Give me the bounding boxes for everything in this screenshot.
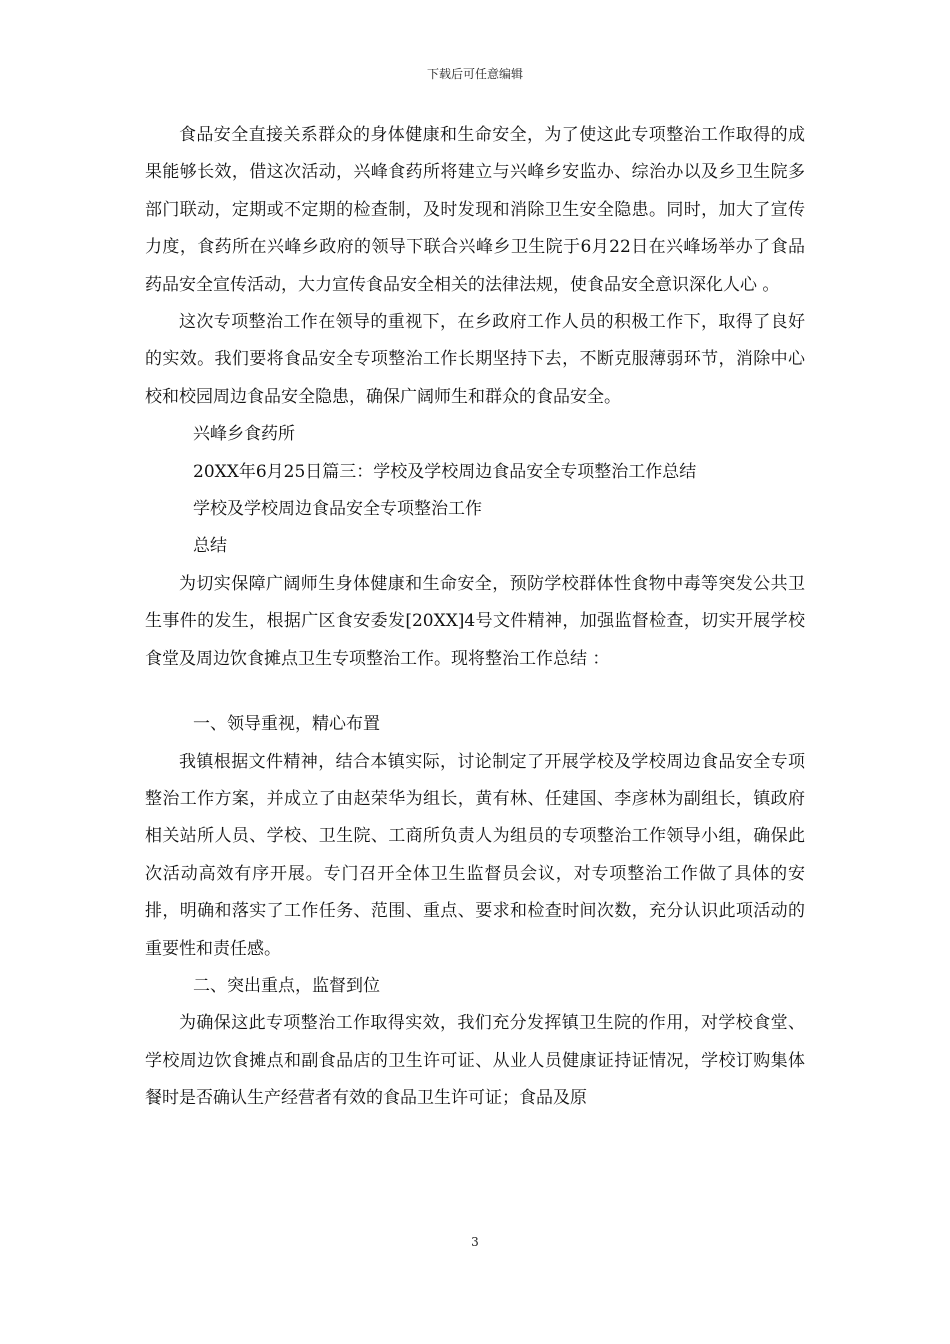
report-title-line-2: 总结 [193, 536, 227, 557]
paragraph-food-safety-longterm: 食品安全直接关系群众的身体健康和生命安全，为了使这此专项整治工作取得的成果能够长效，借这次活动，兴峰食药所将建立与兴峰乡安监办、综治办以及乡卫生院多部门联动，定期或不定期的检查制，及时发现和消除卫生安全隐患。同时，加大了宣传力度，食药所在兴峰乡政府的领导下联合兴峰乡卫生院于6月22日在兴峰场举办了食品药品安全宣传活动，大力宣传食品安全相关的法律法规，使食品安全意识深化人心 。 [145, 125, 805, 295]
paragraph-leadership: 我镇根据文件精神，结合本镇实际，讨论制定了开展学校及学校周边食品安全专项整治工作方案，并成立了由赵荣华为组长，黄有林、任建国、李彦林为副组长，镇政府相关站所人员、学校、卫生院、工商所负责人为组员的专项整治工作领导小组，确保此次活动高效有序开展。专门召开全体卫生监督员会议，对专项整治工作做了具体的安排，明确和落实了工作任务、范围、重点、要求和检查时间次数，充分认识此项活动的重要性和责任感。 [145, 751, 805, 959]
paragraph-results: 这次专项整治工作在领导的重视下，在乡政府工作人员的积极工作下，取得了良好的实效。我们要将食品安全专项整治工作长期坚持下去，不断克服薄弱环节，消除中心校和校园周边食品安全隐患，确保广阔师生和群众的食品安全。 [145, 312, 805, 407]
date-and-section-title: 20XX年6月25日篇三：学校及学校周边食品安全专项整治工作总结 [193, 461, 697, 482]
report-title-line-1: 学校及学校周边食品安全专项整治工作 [193, 499, 482, 520]
page-header: 下载后可任意编辑 [426, 67, 523, 81]
paragraph-introduction: 为切实保障广阔师生身体健康和生命安全，预防学校群体性食物中毒等突发公共卫生事件的发生，根据广区食安委发[20XX]4号文件精神，加强监督检查，切实开展学校食堂及周边饮食摊点卫生专项整治工作。现将整治工作总结 ： [145, 573, 805, 669]
section-heading-1: 一、领导重视，精心布置 [193, 714, 380, 735]
paragraph-spacer [145, 678, 805, 706]
paragraph-supervision: 为确保这此专项整治工作取得实效，我们充分发挥镇卫生院的作用，对学校食堂、学校周边饮食摊点和副食品店的卫生许可证、从业人员健康证持证情况，学校订购集体餐时是否确认生产经营者有效的食品卫生许可证；食品及原 [145, 1013, 805, 1109]
signature: 兴峰乡食药所 [193, 424, 295, 445]
page-number: 3 [471, 1235, 479, 1249]
section-heading-2: 二、突出重点，监督到位 [193, 975, 380, 996]
document-body [145, 117, 805, 1118]
